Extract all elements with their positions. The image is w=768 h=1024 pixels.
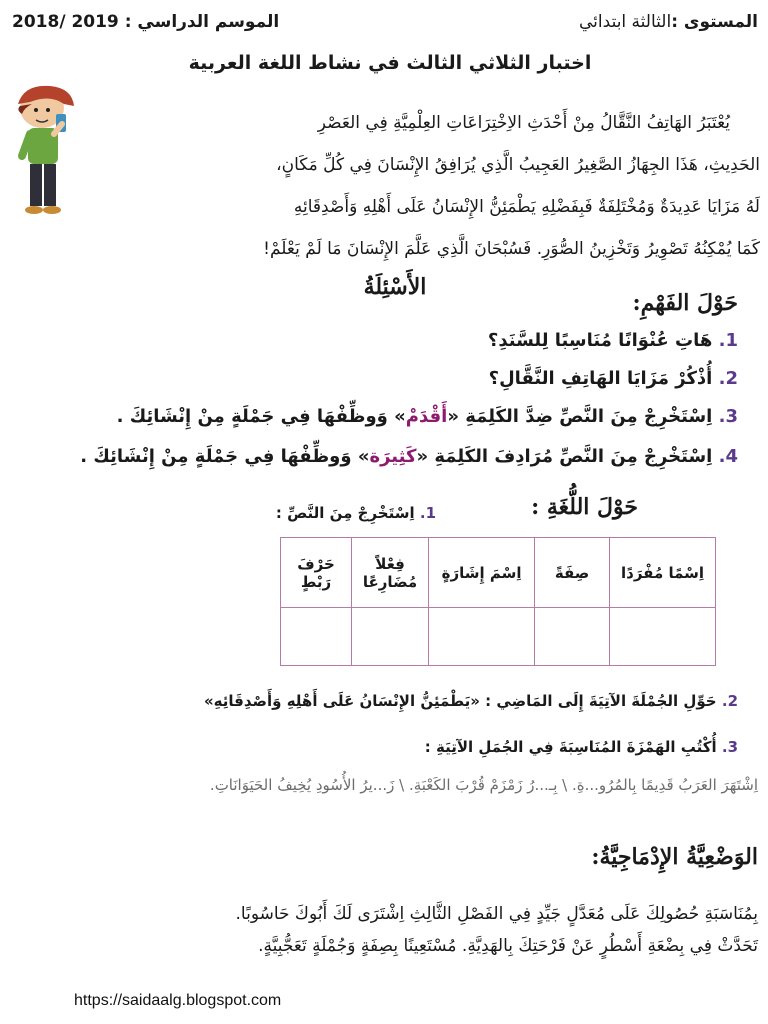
season-label: الموسم الدراسي : bbox=[124, 12, 280, 32]
comprehension-question bbox=[80, 446, 738, 467]
integration-line: تَحَدَّثْ فِي بِضْعَةِ أَسْطُرٍ عَنْ فَرْحَتِكَ بِالهَدِيَّةِ. مُسْتَعِينًا بِصِفَةٍ وَجُمْلَةٍ تَعَجُّبِيَّةٍ. bbox=[258, 936, 758, 956]
answer-cell[interactable] bbox=[429, 608, 535, 666]
table-header-cell: اِسْمًا مُفْرَدًا bbox=[610, 538, 716, 608]
passage-line: يُعْتَبَرُ الهَاتِفُ النَّقَّالُ مِنْ أَحْدَثِ الاِخْتِرَاعَاتِ العِلْمِيَّةِ فِي العَصْرِ bbox=[317, 113, 730, 133]
question-text: اِسْتَخْرِجْ مِنَ النَّصِّ ضِدَّ الكَلِمَةِ « bbox=[447, 406, 713, 427]
question-number: 1. bbox=[419, 504, 436, 522]
integration-task bbox=[8, 898, 758, 962]
table-answer-row bbox=[281, 608, 716, 666]
passage-line: كَمَا يُمْكِنُهُ تَصْوِيرُ وَتَخْزِينُ الصُّوَرِ. فَسُبْحَانَ الَّذِي عَلَّمَ الإِنْسَانَ مَا لَمْ يَعْلَمْ! bbox=[263, 239, 760, 259]
language-question-3 bbox=[425, 738, 738, 756]
question-text: » وَوظِّفْهَا فِي جَمْلَةٍ مِنْ إِنْشَائِكَ . bbox=[80, 446, 370, 467]
answer-cell[interactable] bbox=[610, 608, 716, 666]
answer-cell[interactable] bbox=[351, 608, 428, 666]
question-text: » وَوظِّفْهَا فِي جَمْلَةٍ مِنْ إِنْشَائِكَ . bbox=[116, 406, 406, 427]
integration-line: بِمُنَاسَبَةِ حُصُولِكَ عَلَى مُعَدَّلٍ جَيِّدٍ فِي الفَصْلِ الثَّالِثِ اِشْتَرَى لَكَ أَبُوكَ حَاسُوبًا. bbox=[235, 904, 758, 924]
language-question-2 bbox=[204, 692, 738, 710]
level-line bbox=[579, 12, 758, 32]
question-number: 2. bbox=[721, 692, 738, 710]
question-number: 2. bbox=[718, 368, 738, 389]
source-link[interactable]: https://saidaalg.blogspot.com bbox=[74, 992, 282, 1009]
question-sentence: «يَطْمَئِنُّ الإِنْسَانُ عَلَى أَهْلِهِ وَأَصْدِقَائِهِ» bbox=[203, 692, 480, 710]
table-header-row bbox=[281, 538, 716, 608]
language-question-1 bbox=[276, 504, 436, 522]
question-text: أُكْتُبِ الهَمْزَةَ المُنَاسِبَةَ فِي الجُمَلِ الآتِيَةِ : bbox=[424, 738, 717, 756]
season-line bbox=[12, 12, 279, 32]
question-number: 4. bbox=[718, 446, 738, 467]
table-header-cell: اِسْمَ إِشَارَةٍ bbox=[429, 538, 535, 608]
table-header-cell: حَرْفَ رَبْطٍ bbox=[281, 538, 352, 608]
season-value: 2018/ 2019 bbox=[12, 12, 119, 32]
comprehension-question bbox=[117, 406, 738, 427]
comprehension-question bbox=[488, 330, 738, 351]
language-heading: حَوْلَ اللُّغَةِ : bbox=[531, 494, 638, 520]
passage-line: الحَدِيثِ، هَذَا الجِهَازُ الصَّغِيرُ العَجِيبُ الَّذِي يُرَافِقُ الإِنْسَانَ فِي كُلِّ مَكَانٍ، bbox=[276, 155, 760, 175]
question-text: هَاتِ عُنْوَانًا مُنَاسِبًا لِلسَّنَدِ؟ bbox=[487, 330, 713, 351]
question-text: حَوِّلِ الجُمْلَةَ الآتِيَةَ إِلَى المَاضِي : bbox=[485, 692, 717, 710]
integration-heading: الوَضْعِيَّةُ الإِدْمَاجِيَّةُ: bbox=[591, 844, 758, 870]
passage-line: لَهُ مَزَايَا عَدِيدَةٌ وَمُخْتَلِفَةٌ فَبِفَضْلِهِ يَطْمَئِنُّ الإِنْسَانُ عَلَى أَهْلِهِ وَأَصْدِقَائِهِ bbox=[293, 197, 760, 217]
table-header-cell: فِعْلاً مُضَارِعًا bbox=[351, 538, 428, 608]
exam-title: اختبار الثلاثي الثالث في نشاط اللغة العربية bbox=[188, 52, 592, 74]
highlighted-word: كَثِيرَة bbox=[369, 446, 417, 467]
highlighted-word: أَقْدَمْ bbox=[405, 406, 448, 427]
extraction-table bbox=[280, 537, 716, 666]
comprehension-heading: حَوْلَ الفَهْمِ: bbox=[632, 290, 738, 316]
comprehension-question bbox=[489, 368, 738, 389]
level-label: المستوى : bbox=[671, 12, 758, 32]
question-text: اِسْتَخْرِجْ مِنَ النَّصِّ مُرَادِفَ الكَلِمَةِ « bbox=[416, 446, 713, 467]
table-header-cell: صِفَةً bbox=[535, 538, 610, 608]
question-number: 3. bbox=[721, 738, 738, 756]
answer-cell[interactable] bbox=[535, 608, 610, 666]
question-text: اِسْتَخْرِجْ مِنَ النَّصِّ : bbox=[275, 504, 415, 522]
hamza-sentences: اِشْتَهَرَ العَرَبُ قَدِيمًا بِالمُرُو...ةِ. \ بِـ...رُ زَمْزَمْ قُرْبَ الكَعْبَةِ. \ زَ...يرُ الأُسُودِ يُخِيفُ الحَيَوَانَاتِ. bbox=[209, 776, 758, 794]
level-value: الثالثة ابتدائي bbox=[579, 12, 672, 32]
questions-heading: الأَسْئِلَةُ bbox=[363, 274, 427, 300]
question-number: 1. bbox=[718, 330, 738, 351]
question-number: 3. bbox=[718, 406, 738, 427]
question-text: أُذْكُرْ مَزَايَا الهَاتِفِ النَّقَّالِ؟ bbox=[488, 368, 713, 389]
answer-cell[interactable] bbox=[281, 608, 352, 666]
reading-passage bbox=[70, 102, 760, 270]
